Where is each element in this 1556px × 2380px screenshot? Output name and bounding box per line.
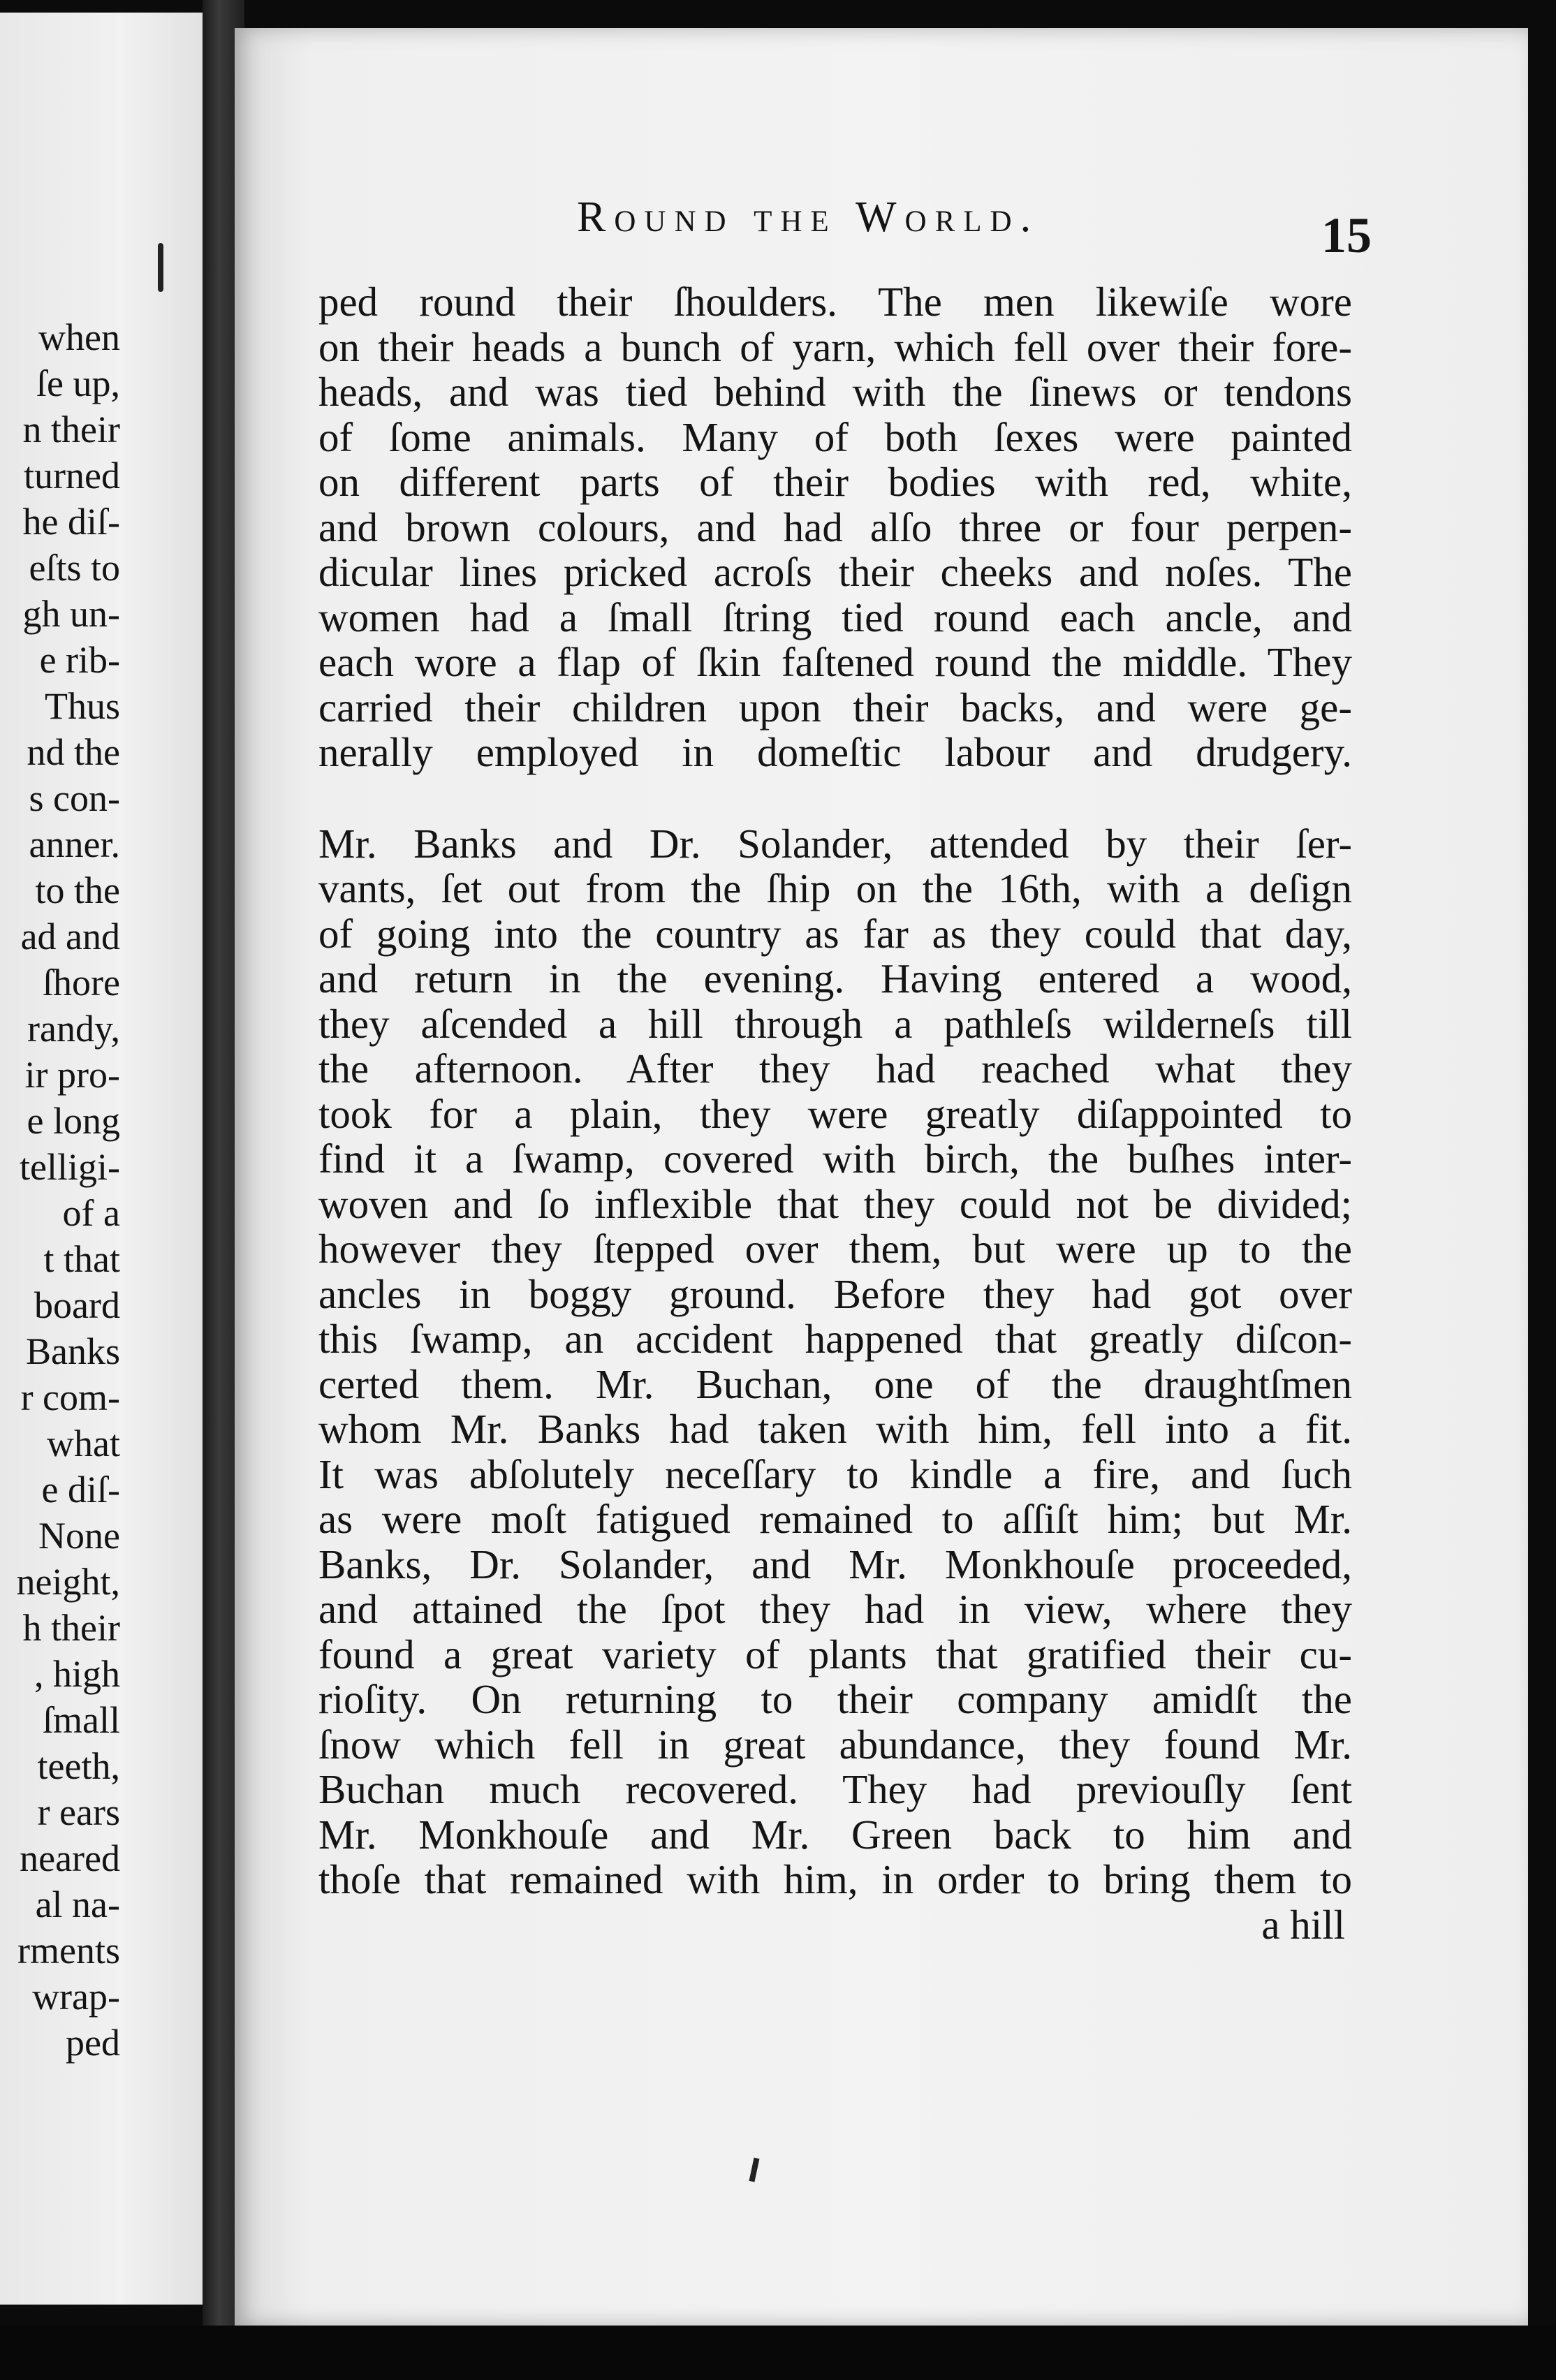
previous-page-line: r com- (20, 1376, 120, 1418)
previous-page-line: what (47, 1423, 120, 1464)
text-line: whom Mr. Banks had taken with him, fell into a fit. (318, 1406, 1352, 1452)
previous-page-line: when (38, 316, 120, 358)
text-line: the afternoon. After they had reached what they (318, 1045, 1352, 1092)
previous-page-line: Thus (45, 685, 120, 727)
paragraph-break (318, 775, 1352, 821)
text-line: certed them. Mr. Buchan, one of the draughtſmen (318, 1360, 1352, 1407)
previous-page-line: of a (62, 1192, 120, 1234)
text-line: heads, and was tied behind with the ſinews or tendons (318, 369, 1352, 415)
previous-page-line: gh un- (22, 593, 120, 635)
previous-page-line: telligi- (20, 1146, 120, 1188)
previous-page-line: turned (24, 455, 120, 497)
text-line: dicular lines pricked acroſs their cheeks and noſes. The (318, 549, 1352, 595)
text-line: carried their children upon their backs, and were ge- (318, 684, 1352, 730)
text-line: ancles in boggy ground. Before they had got over (318, 1270, 1352, 1317)
previous-page-line: r ears (37, 1791, 120, 1833)
previous-page-text (0, 314, 120, 2066)
text-line: and return in the evening. Having entered a wood, (318, 955, 1352, 1001)
paragraph-1 (318, 279, 1352, 775)
previous-page-line: ad and (20, 916, 120, 957)
previous-page-line: ir pro- (24, 1054, 120, 1096)
text-line: and brown colours, and had alſo three or four perpen- (318, 504, 1352, 550)
previous-page-line: None (38, 1515, 120, 1557)
text-line: ſnow which fell in great abundance, they found Mr. (318, 1721, 1352, 1768)
text-line: rioſity. On returning to their company amidſt the (318, 1676, 1352, 1722)
text-line: of going into the country as far as they could that day, (318, 910, 1352, 957)
previous-page-line: neight, (16, 1561, 120, 1603)
text-line: Mr. Monkhouſe and Mr. Green back to him and (318, 1811, 1352, 1858)
previous-page-line: neared (20, 1837, 120, 1879)
previous-page-line: rments (17, 1930, 120, 1971)
page-number: 15 (1321, 207, 1372, 263)
text-line: ped round their ſhoulders. The men likewiſe wore (318, 279, 1352, 325)
text-line: however they ſtepped over them, but were up to the (318, 1226, 1352, 1272)
text-line: of ſome animals. Many of both ſexes were painted (318, 413, 1352, 460)
text-line: took for a plain, they were greatly diſappointed to (318, 1090, 1352, 1137)
text-line: Buchan much recovered. They had previouſly ſent (318, 1766, 1352, 1812)
previous-page-line: ped (66, 2022, 120, 2064)
paragraph-2 (318, 821, 1352, 1902)
previous-page-line: Banks (26, 1330, 120, 1372)
text-line: on their heads a bunch of yarn, which fell over their fore- (318, 323, 1352, 370)
text-line: and attained the ſpot they had in view, where they (318, 1586, 1352, 1632)
ink-mark (158, 243, 163, 292)
previous-page-line: al na- (35, 1883, 120, 1925)
previous-page-line: e diſ- (41, 1469, 120, 1511)
text-line: woven and ſo inflexible that they could not be divided; (318, 1180, 1352, 1227)
text-line: they aſcended a hill through a pathleſs wilderneſs till (318, 1000, 1352, 1047)
text-line: Banks, Dr. Solander, and Mr. Monkhouſe proceeded, (318, 1541, 1352, 1587)
ink-smudge (749, 2158, 760, 2182)
previous-page-line: ſmall (43, 1699, 120, 1741)
page-body (318, 279, 1352, 1947)
text-line: thoſe that remained with him, in order to bring them to (318, 1856, 1352, 1902)
previous-page-line: s con- (29, 777, 120, 819)
previous-page-line: ſhore (43, 962, 120, 1004)
previous-page-line: n their (22, 409, 120, 450)
text-line: on different parts of their bodies with red, white, (318, 459, 1352, 505)
previous-page-line: randy, (27, 1008, 120, 1050)
text-line: found a great variety of plants that gratified their cu- (318, 1631, 1352, 1677)
previous-page-line: board (34, 1284, 120, 1326)
previous-page-line: h their (22, 1607, 120, 1649)
previous-page-line: ſe up, (36, 362, 120, 404)
text-line: nerally employed in domeſtic labour and drudgery. (318, 729, 1352, 775)
book-page (235, 28, 1528, 2326)
previous-page-line: teeth, (37, 1745, 120, 1787)
text-line: this ſwamp, an accident happened that greatly diſcon- (318, 1316, 1352, 1362)
text-line: as were moſt fatigued remained to aſſiſt him; but Mr. (318, 1496, 1352, 1542)
previous-page-line: wrap- (32, 1976, 120, 2018)
previous-page-line: he diſ- (22, 501, 120, 543)
running-head: Round the World. (577, 193, 1040, 241)
catchword: a hill (1261, 1901, 1345, 1948)
previous-page-line: e long (27, 1100, 120, 1142)
previous-page-line: , high (34, 1653, 120, 1695)
previous-page-line: t that (43, 1238, 120, 1280)
previous-page-line: anner. (29, 823, 120, 865)
previous-page-line: e rib- (39, 639, 120, 681)
previous-page-line: eſts to (29, 547, 120, 589)
previous-page-fragment (0, 13, 203, 2305)
text-line: each wore a flap of ſkin faſtened round the middle. They (318, 639, 1352, 685)
text-line: Mr. Banks and Dr. Solander, attended by their ſer- (318, 820, 1352, 867)
text-line: find it a ſwamp, covered with birch, the buſhes inter- (318, 1136, 1352, 1182)
previous-page-line: to the (35, 869, 120, 911)
text-line: women had a ſmall ſtring tied round each ancle, and (318, 594, 1352, 640)
scan-border (0, 2326, 1556, 2380)
text-line: It was abſolutely neceſſary to kindle a fire, and ſuch (318, 1450, 1352, 1497)
previous-page-line: nd the (27, 731, 120, 773)
text-line: vants, ſet out from the ſhip on the 16th, with a deſign (318, 865, 1352, 911)
